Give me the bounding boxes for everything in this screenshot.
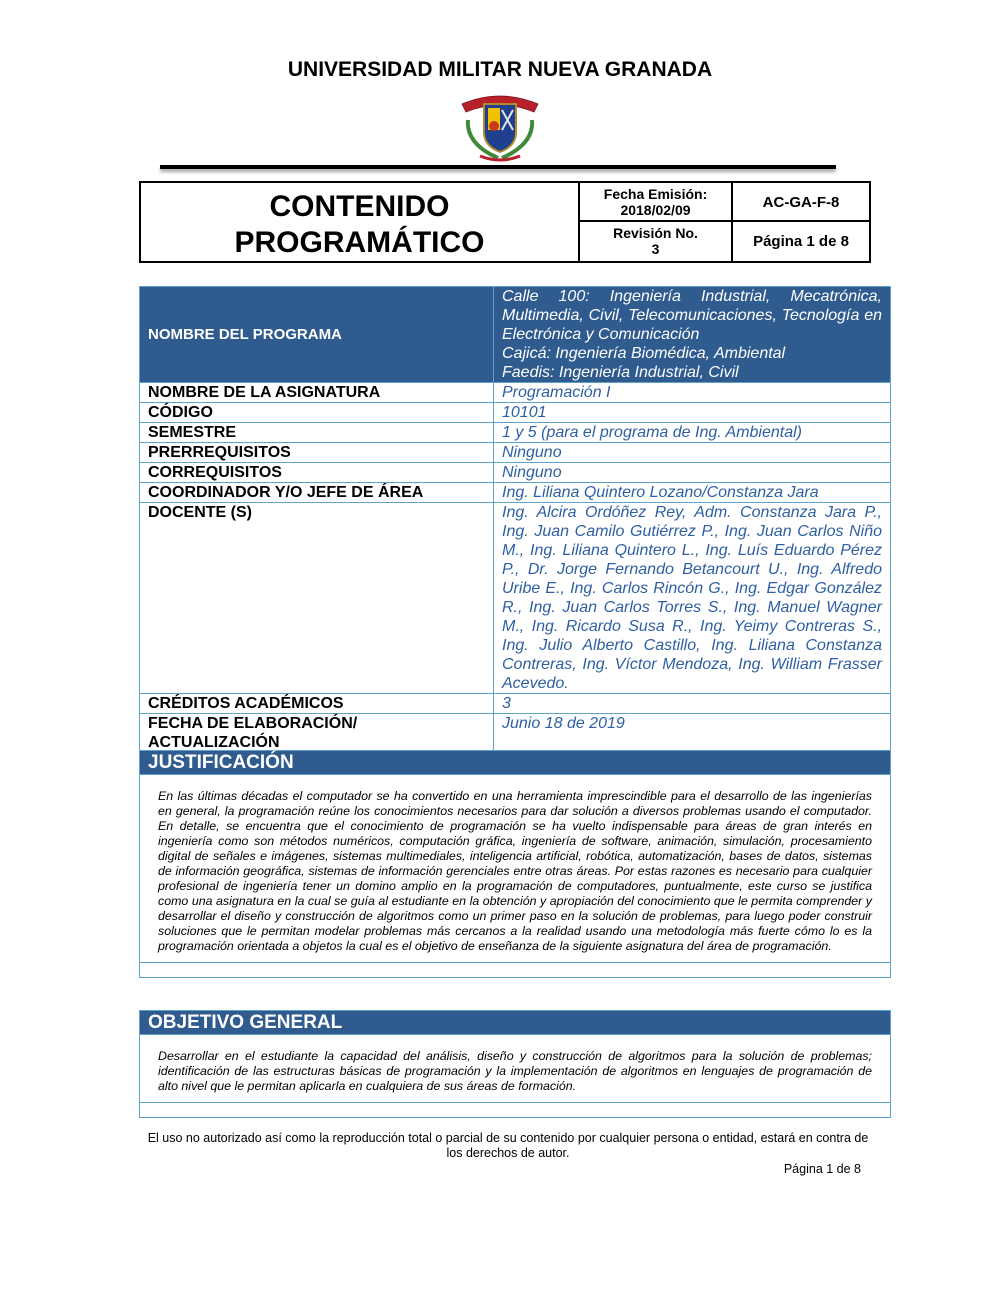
justificacion-section [139,750,891,978]
table-row [140,503,891,694]
row-label: CÓDIGO [140,403,494,423]
university-seal-logo [458,86,542,164]
row-label: PRERREQUISITOS [140,443,494,463]
program-line: Cajicá: Ingeniería Biomédica, Ambiental [502,345,786,362]
document-title-line1: CONTENIDO [269,190,450,223]
program-line: Calle 100: Ingeniería Industrial, Mecatrónica, Multimedia, Civil, Telecomunicaciones, Tecnología en Electrónica y Comunicación [502,288,882,343]
revision-label: Revisión No. [613,225,698,241]
table-row [140,443,891,463]
copyright-notice: El uso no autorizado así como la reproducción total o parcial de su contenido por cualquier persona o entidad, estará en contra de los derechos de autor. [147,1131,869,1160]
revision-cell [580,222,733,261]
section-heading: JUSTIFICACIÓN [140,751,890,775]
table-row [140,463,891,483]
footer-page-number: Página 1 de 8 [783,1162,861,1176]
table-row [140,287,891,383]
course-info-table [139,286,891,753]
table-row [140,694,891,714]
row-label: SEMESTRE [140,423,494,443]
section-spacer [140,963,890,977]
page-indicator: Página 1 de 8 [753,233,849,250]
row-label: FECHA DE ELABORACIÓN/ ACTUALIZACIÓN [140,714,494,753]
fecha-emision-cell [580,183,733,222]
section-heading: OBJETIVO GENERAL [140,1011,890,1035]
row-value: Programación I [494,383,891,403]
header-rule [160,165,836,169]
objetivo-section [139,1010,891,1118]
row-label: COORDINADOR Y/O JEFE DE ÁREA [140,483,494,503]
document-title-line2: PROGRAMÁTICO [234,226,485,259]
document-header-box [139,181,871,263]
document-code: AC-GA-F-8 [733,183,869,222]
program-name-label: NOMBRE DEL PROGRAMA [140,287,494,383]
row-label: DOCENTE (S) [140,503,494,694]
section-body: Desarrollar en el estudiante la capacidad del análisis, diseño y construcción de algoritmos para la solución de problemas; identificación de las estructuras básicas de programación y la implementación de algoritmos en lenguajes de programación de alto nivel que le permitan aplicarla en cualquiera de sus áreas de formación. [140,1035,890,1103]
section-body: En las últimas décadas el computador se ha convertido en una herramienta imprescindible para el desarrollo de las ingenierías en general, la programación reúne los conocimientos necesarios para dar solución a diversos problemas usando el computador. En detalle, se encuentra que el conocimiento de programación se ha vuelto indispensable para áreas de gran interés en ingeniería como son métodos numéricos, computación gráfica, ingeniería de software, animación, simulación, procesamiento digital de señales e imágenes, sistemas multimediales, inteligencia artificial, robótica, automatización, bases de datos, sistemas de información geográfica, sistemas de información gerenciales entre otras áreas. Por estas razones es necesario para cualquier profesional de ingeniería tener un domino amplio en la programación de computadores, puntualmente, este curso se justifica como una asignatura en la cual se guía al estudiante en la obtención y apropiación del conocimiento que le permita comprender y desarrollar el diseño y construcción de algoritmos como un primer paso en la solución de problemas, para luego poder construir soluciones que le permitan modelar problemas más cercanos a la realidad usando una metodología más fuerte cómo lo es la programación orientada a objetos la cual es el objetivo de enseñanza de la siguiente asignatura del área de programación. [140,775,890,963]
program-line: Faedis: Ingeniería Industrial, Civil [502,364,739,381]
row-value: 3 [494,694,891,714]
program-name-value [494,287,891,383]
row-value: Ninguno [494,463,891,483]
row-value: Ing. Alcira Ordóñez Rey, Adm. Constanza Jara P., Ing. Juan Camilo Gutiérrez P., Ing. Juan Carlos Niño M., Ing. Liliana Quintero L., Ing. Luís Eduardo Pérez P., Dr. Jorge Fernando Betancourt U., Ing. Alfredo Uribe E., Ing. Carlos Rincón G., Ing. Edgar González R., Ing. Juan Carlos Torres S., Ing. Manuel Wagner M., Ing. Ricardo Susa R., Ing. Yeimy Contreras S., Ing. Julio Alberto Castillo, Ing. Liliana Constanza Contreras, Ing. Víctor Mendoza, Ing. William Frasser Acevedo. [494,503,891,694]
row-value: Ing. Liliana Quintero Lozano/Constanza Jara [494,483,891,503]
row-label: CORREQUISITOS [140,463,494,483]
row-value: Ninguno [494,443,891,463]
row-label: NOMBRE DE LA ASIGNATURA [140,383,494,403]
row-value: Junio 18 de 2019 [494,714,891,753]
section-spacer [140,1103,890,1117]
document-title [141,183,580,261]
table-row [140,403,891,423]
table-row [140,714,891,753]
university-name: UNIVERSIDAD MILITAR NUEVA GRANADA [287,58,713,81]
row-value: 10101 [494,403,891,423]
table-row [140,423,891,443]
fecha-emision-label: Fecha Emisión: [603,186,708,202]
revision-value: 3 [651,241,660,257]
row-label: CRÉDITOS ACADÉMICOS [140,694,494,714]
table-row [140,483,891,503]
row-value: 1 y 5 (para el programa de Ing. Ambiental) [494,423,891,443]
fecha-emision-value: 2018/02/09 [620,202,691,218]
table-row [140,383,891,403]
